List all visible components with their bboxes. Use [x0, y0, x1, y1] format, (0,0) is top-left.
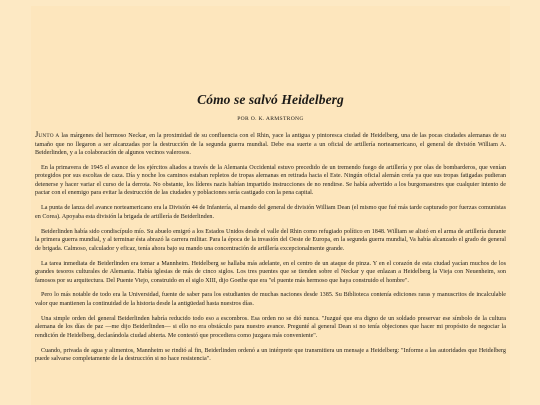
drop-cap: J	[35, 129, 39, 139]
paragraph-2: En la primavera de 1945 el avance de los ejércitos aliados a través de la Alemania Occidental estuvo precedido de un tremendo fuego de artillería y por olas de bombarderos, que venían protegidos por sus escoltas de caza. Día y noche los caminos estaban repletos de tropas alemanas en retirada hacia el Este. Ningún oficial alemán creía ya que sus tropas fatigadas pudieran detenerse y hacer variar el curso de la derrota. No obstante, los líderes nazis habían impartido instrucciones de no rendirse. Se había advertido a los burgomaestres que cualquier intento de pactar con el enemigo para evitar la destrucción de las ciudades y poblaciones sería castigado con la pena capital.	[35, 164, 506, 197]
paragraph-7: Una simple orden del general Beiderlinden habría reducido todo eso a escombros. Esa orden no se dió nunca. "Juzgué que era digno de un soldado preservar ese símbolo de la cultura alemana de los días de paz —me dijo Beiderlinden— si ello no era obstáculo para nuestro avance. Pregunté al general Dean si no tenía objeciones que hacer mi propósito de negociar la rendición de Heidelberg, declarándola ciudad abierta. Me contestó que procediera como juzgara más conveniente".	[35, 315, 506, 339]
paragraph-5: La tarea inmediata de Beiderlinden era tomar a Mannheim. Heidelberg se hallaba más adelante, en el centro de un ataque de pinza. Y en el corazón de esta ciudad yacían muchos de los grandes tesoros culturales de Alemania. Había iglesias de más de cinco siglos. Los tres puentes que se tienden sobre el Neckar y que enlazan a Heidelberg la Vieja con Neuenheim, son famosos por su arquitectura. Del Puente Viejo, construido en el siglo XIII, dijo Goethe que era "el puente más hermoso que haya construido el hombre".	[35, 260, 506, 284]
paragraph-4: Beiderlinden había sido condiscípulo mío. Su abuelo emigró a los Estados Unidos desde el valle del Rhin como refugiado político en 1848. William se alistó en el arma de artillería durante la primera guerra mundial, y al terminar ésta abrazó la carrera militar. Para la época de la invasión del Oeste de Europa, en la segunda guerra mundial, Va había alcanzado el grado de general de brigada. Calmoso, calculador y eficaz, tenía ahora bajo su mando una concentración de artillería excepcionalmente grande.	[35, 228, 506, 252]
paragraph-1-text: las márgenes del hermoso Neckar, en la proximidad de su confluencia con el Rhin, yace la antigua y pintoresca ciudad de Heidelberg, una de las pocas ciudades alemanas de su tamaño que no llegaron a ser alcanzadas por la destrucción de la segunda guerra mundial. Debe esa suerte a un oficial de artillería norteamericano, el general de división William A. Beiderlinden, y a la colaboración de algunos vecinos valerosos.	[35, 133, 506, 156]
article-body	[31, 130, 510, 364]
document-page	[31, 6, 510, 405]
small-caps-lead: UNTO A	[38, 133, 60, 139]
paragraph-6: Pero lo más notable de todo era la Universidad, fuente de saber para los estudiantes de muchas naciones desde 1385. Su Biblioteca contenía ediciones raras y manuscritos de incalculable valor que mantienen la continuidad de la historia desde la antigüedad hasta nuestros días.	[35, 292, 506, 307]
article-byline: POR O. K. ARMSTRONG	[237, 116, 304, 122]
paragraph-8: Cuando, privada de agua y alimentos, Mannheim se rindió al fin, Beiderlinden ordenó a un intérprete que transmitiera un mensaje a Heidelberg: "Informe a las autoridades que Heidelberg puede salvarse completamente de la destrucción si no hace resistencia".	[35, 347, 506, 363]
paragraph-3: La punta de lanza del avance norteamericano era la División 44 de Infantería, al mando del general de división William Dean (el mismo que fué más tarde capturado por fuerzas comunistas en Corea). Apoyaba esta división la brigada de artillería de Beiderlinden.	[35, 205, 506, 220]
article-title: Cómo se salvó Heidelberg	[197, 92, 344, 107]
paragraph-1	[35, 130, 506, 158]
